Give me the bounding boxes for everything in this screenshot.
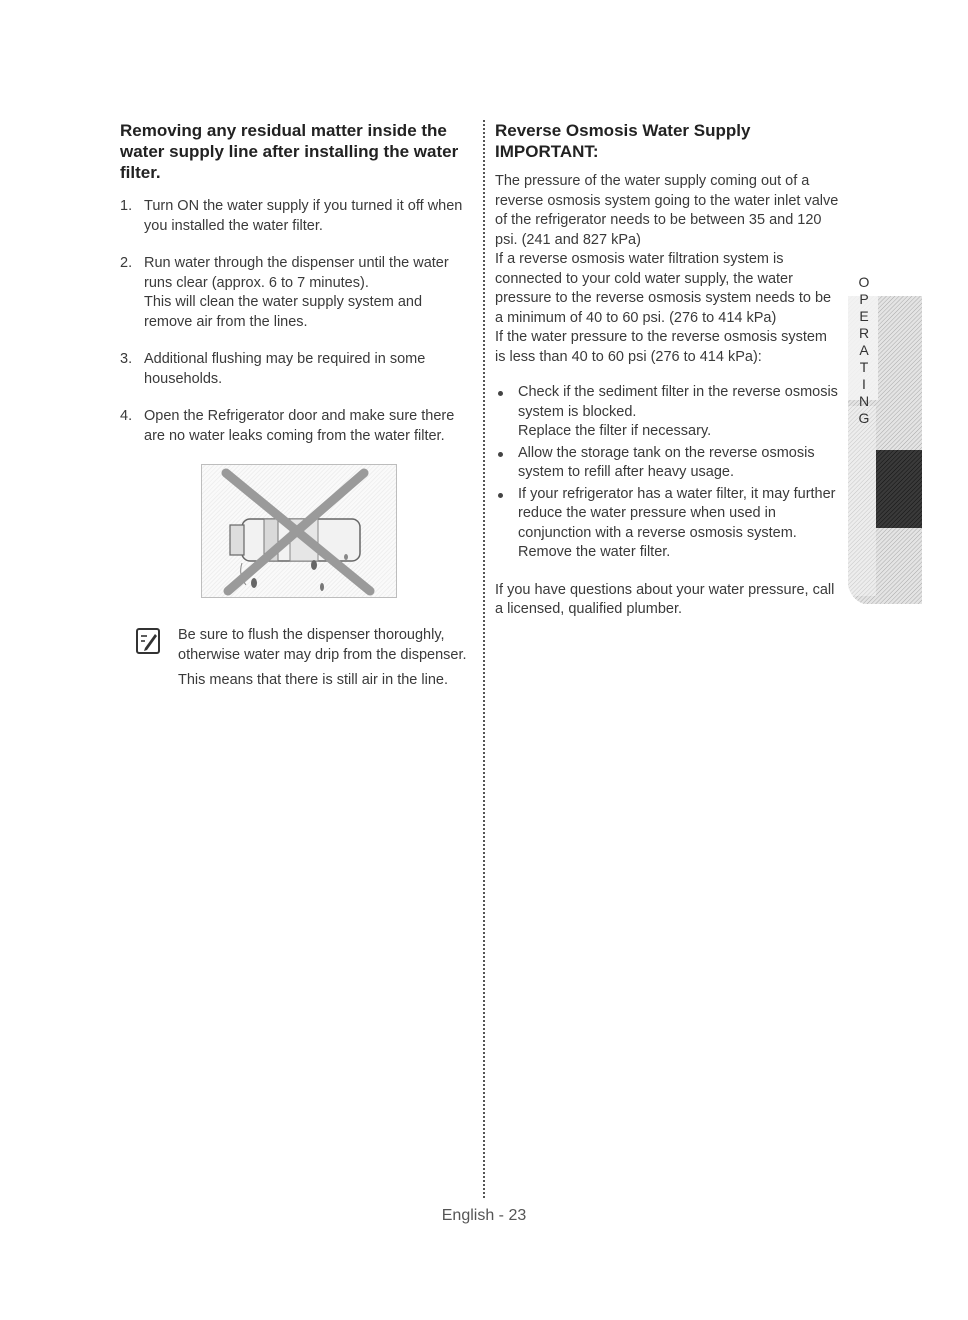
step-number: 2.	[120, 255, 133, 271]
pressure-paragraphs	[495, 172, 840, 367]
closing-text: If you have questions about your water pressure, call a licensed, qualified plumber.	[495, 581, 835, 617]
left-column	[120, 120, 472, 697]
side-tab-label: OPERATING	[856, 273, 872, 427]
water-filter-leak-illustration	[201, 464, 397, 598]
step-item	[120, 254, 472, 332]
page-footer: English - 23	[441, 1207, 527, 1224]
bullet-item	[495, 485, 840, 563]
note-pencil-icon	[136, 628, 160, 654]
column-divider	[483, 120, 485, 1198]
step-number: 3.	[120, 351, 133, 367]
bullet-dot-icon	[498, 391, 503, 396]
step-number: 4.	[120, 408, 133, 424]
bullet-item	[495, 383, 840, 442]
bullet-dot-icon	[498, 493, 503, 498]
note-text: Be sure to flush the dispenser thoroughly, otherwise water may drip from the dispenser.	[178, 627, 467, 663]
step-text: Run water through the dispenser until the water runs clear (approx. 6 to 7 minutes).	[144, 255, 449, 291]
bullet-list	[495, 383, 840, 563]
steps-list	[120, 197, 472, 446]
bullet-text: Replace the filter if necessary.	[518, 423, 712, 439]
closing-paragraph	[495, 581, 840, 620]
section-heading-residual: Removing any residual matter inside the water supply line after installing the water filter.	[120, 121, 459, 182]
section-heading-reverse-osmosis: Reverse Osmosis Water Supply	[495, 121, 751, 140]
bullet-item	[495, 444, 840, 483]
bullet-text: Allow the storage tank on the reverse osmosis system to refill after heavy usage.	[518, 444, 815, 480]
right-column	[495, 120, 840, 620]
step-item	[120, 197, 472, 236]
paragraph: If the water pressure to the reverse osmosis system is less than 40 to 60 psi (276 to 414 kPa):	[495, 329, 828, 365]
step-number: 1.	[120, 198, 133, 214]
bullet-text: Check if the sediment filter in the reverse osmosis system is blocked.	[518, 384, 838, 420]
step-item	[120, 350, 472, 389]
bullet-dot-icon	[498, 452, 503, 457]
step-text: This will clean the water supply system and remove air from the lines.	[144, 294, 423, 330]
paragraph: The pressure of the water supply coming out of a reverse osmosis system going to the water inlet valve of the refrigerator needs to be between 35 and 120 psi. (241 and 827 kPa)	[495, 173, 839, 248]
note-block	[120, 626, 472, 691]
step-text: Additional flushing may be required in some households.	[144, 351, 426, 387]
bullet-text: Remove the water filter.	[518, 544, 671, 560]
section-heading-important: IMPORTANT:	[495, 142, 599, 161]
step-text: Turn ON the water supply if you turned it off when you installed the water filter.	[144, 198, 463, 234]
filter-leak-drawing	[202, 465, 396, 597]
step-item	[120, 407, 472, 446]
note-text: This means that there is still air in the line.	[178, 672, 448, 688]
step-text: Open the Refrigerator door and make sure there are no water leaks coming from the water filter.	[144, 408, 455, 444]
bullet-text: If your refrigerator has a water filter, it may further reduce the water pressure when used in conjunction with a reverse osmosis system.	[518, 485, 836, 541]
paragraph: If a reverse osmosis water filtration system is connected to your cold water supply, the water pressure to the reverse osmosis system needs to be a minimum of 40 to 60 psi. (276 to 414 kPa)	[495, 251, 832, 326]
